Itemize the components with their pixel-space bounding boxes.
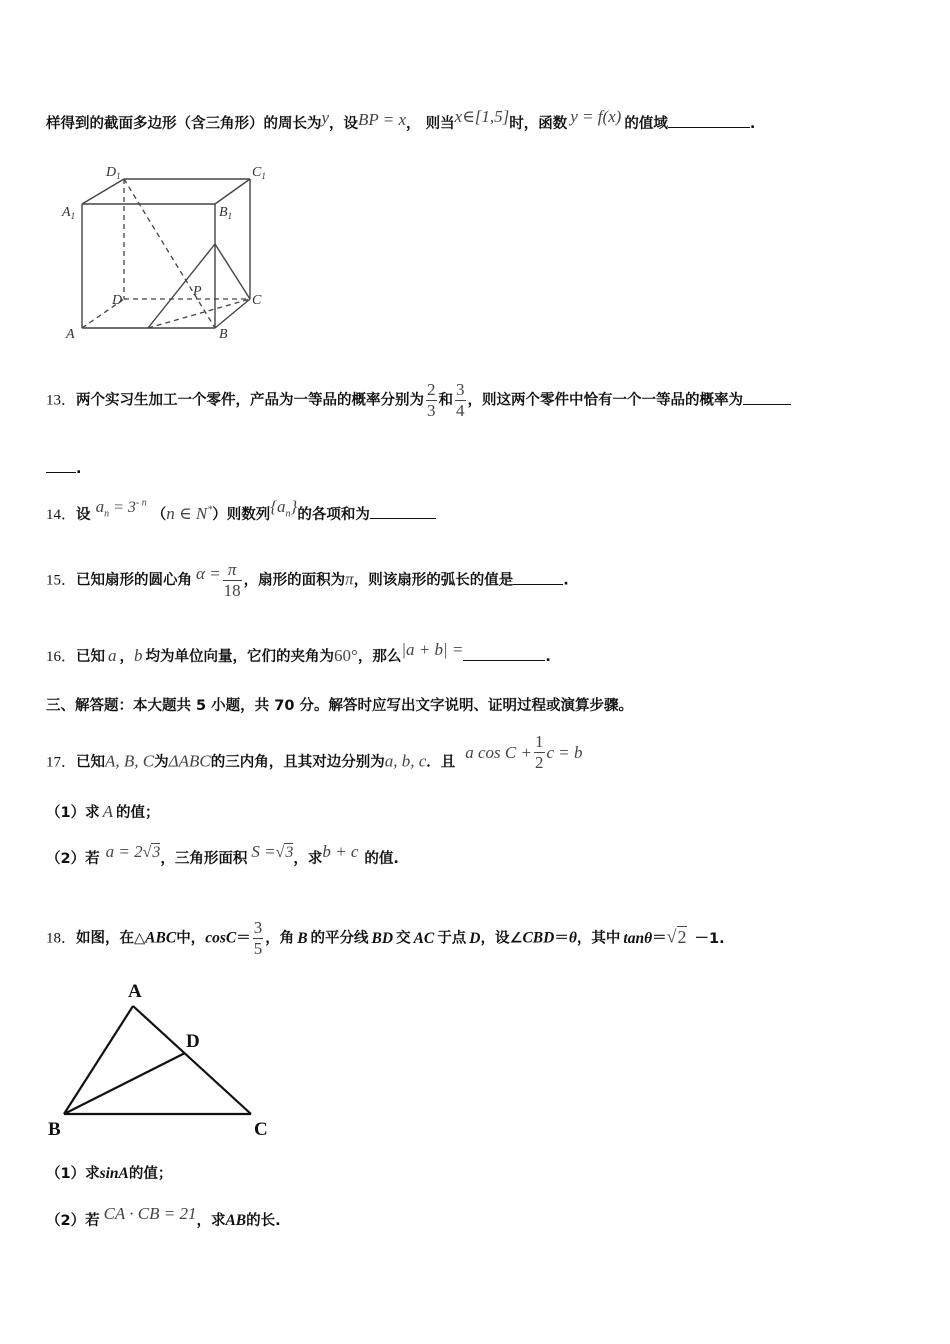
q14-paren-close: ）则数列 xyxy=(212,507,271,523)
q14-number: 14． xyxy=(46,507,77,523)
q17-p2-math-a: a = 2√3 xyxy=(105,842,161,861)
q16-text-d: ，那么 xyxy=(357,649,402,665)
q14-math-seq: $\{a_n\}$ xyxy=(270,497,298,520)
math-y: y xyxy=(321,108,330,127)
edge-b1-c1 xyxy=(215,179,250,204)
q14-blank xyxy=(370,504,436,519)
section-top-c xyxy=(215,244,250,299)
q17-p1-math: A xyxy=(102,802,113,821)
q18-cbd: CBD xyxy=(522,929,555,947)
q18-d: D xyxy=(469,929,481,947)
q13-blank-1 xyxy=(743,390,791,405)
q18-text-b: 中， xyxy=(176,930,206,947)
q18-text-c: ，角 xyxy=(265,930,295,947)
q18-b: B xyxy=(297,929,308,947)
q13-text-end: . xyxy=(76,461,82,477)
q18-eq3: ＝ xyxy=(652,930,667,947)
q18-fraction: $\frac{3}{5}$ xyxy=(253,918,263,958)
q14-text-b: 的各项和为 xyxy=(297,507,370,523)
q13-text-b: 和 xyxy=(438,392,454,409)
q17-math-eq-a: a cos C + xyxy=(465,742,532,762)
section-p-c xyxy=(148,299,250,328)
q18-abc: ABC xyxy=(145,929,177,947)
q15-text-b: ，扇形的面积为 xyxy=(243,572,346,589)
q14-math-an: $a_n = 3^{- n}$ xyxy=(95,497,147,520)
q18-text-e: 交 xyxy=(396,930,411,947)
q15-blank xyxy=(513,570,563,585)
triangle-figure xyxy=(44,975,284,1145)
q15-text-a: 已知扇形的圆心角 xyxy=(76,572,193,589)
q17-part-1 xyxy=(46,801,159,822)
q13-fraction-2: $\frac{3}{4}$ xyxy=(456,380,465,420)
q17-p2-math-s: S =√3 xyxy=(251,842,294,861)
question-13 xyxy=(46,380,791,421)
label-d1: $D_1$ xyxy=(106,165,121,181)
q15-math-pi: π xyxy=(345,569,354,589)
q17-text-a: 已知 xyxy=(76,754,106,771)
q18-sqrt: √2 xyxy=(666,926,687,947)
label-c1: $C_1$ xyxy=(252,165,266,181)
question-17 xyxy=(46,732,583,783)
question-13-cont xyxy=(46,458,82,477)
q18-ac: AC xyxy=(413,929,435,947)
q18-p1-text: 的值； xyxy=(128,1166,173,1182)
section-3-heading xyxy=(46,694,633,715)
edge-b-c xyxy=(215,299,250,328)
question-16 xyxy=(46,640,551,666)
section-3-text: 三、解答题：本大题共 5 小题，共 70 分。解答时应写出文字说明、证明过程或演算步骤。 xyxy=(46,698,633,714)
q18-text-g: ，设∠ xyxy=(480,930,523,947)
q16-math-b: b xyxy=(134,646,143,665)
q16-text-b: ， xyxy=(119,649,135,665)
top-text-e: 的值域 xyxy=(624,116,668,132)
q18-p1-bi: sinA xyxy=(99,1165,129,1182)
section-p-top xyxy=(148,244,215,328)
math-func: y = f(x) xyxy=(570,107,622,126)
edge-a1-d1 xyxy=(82,179,124,204)
math-range: x∈[1,5] xyxy=(454,107,510,126)
diag-d1-b xyxy=(124,179,215,328)
q18-text-h: ，其中 xyxy=(576,930,621,947)
label-a1: $A_1$ xyxy=(62,205,76,221)
q13-text-c: ，则这两个零件中恰有一个一等品的概率为 xyxy=(467,392,744,409)
q13-number: 13． xyxy=(46,392,77,409)
q18-part-2 xyxy=(46,1204,281,1230)
q17-fraction: $\frac{1}{2}$ xyxy=(535,732,544,772)
label-tri-b: B xyxy=(48,1119,61,1140)
q17-p1-label: （1）求 xyxy=(46,805,100,821)
q18-part-1 xyxy=(46,1162,172,1183)
q18-p2-bi: AB xyxy=(225,1212,247,1229)
q17-math-abc: A, B, C xyxy=(105,751,155,771)
q18-text-f: 于点 xyxy=(437,930,467,947)
q15-math-alpha: α = xyxy=(196,563,221,583)
q18-text-d: 的平分线 xyxy=(310,930,369,947)
q18-p2-math: CA · CB = 21 xyxy=(103,1204,197,1223)
top-text-b: ，设 xyxy=(329,116,359,132)
q18-eq: ＝ xyxy=(236,930,251,947)
q14-math-cond: n ∈ N* xyxy=(166,504,213,523)
q18-text-a: 如图，在△ xyxy=(76,930,146,947)
q15-fraction: $\frac{\pi}{18}$ xyxy=(223,560,241,600)
q17-p2-text-a: ，三角形面积 xyxy=(160,851,248,867)
q17-p2-math-bc: b + c xyxy=(322,842,359,861)
label-b1: $B_1$ xyxy=(219,205,233,221)
q18-bd: BD xyxy=(371,929,394,947)
label-tri-c: C xyxy=(254,1119,268,1140)
q17-part-2 xyxy=(46,842,399,868)
q17-math-eq-b: c = b xyxy=(546,742,583,762)
q18-theta: θ xyxy=(568,929,577,947)
top-text-d: 时，函数 xyxy=(509,116,568,132)
q17-text-b: 为 xyxy=(154,754,169,771)
q18-p2-label: （2）若 xyxy=(46,1213,100,1229)
q13-blank-2 xyxy=(46,458,76,473)
q17-number: 17． xyxy=(46,754,77,771)
q17-text-c: 的三内角，且其对边分别为 xyxy=(210,754,385,771)
answer-blank xyxy=(668,113,750,128)
question-15 xyxy=(46,560,569,601)
bisector-bd xyxy=(64,1053,185,1114)
q18-p2-text-a: ，求 xyxy=(196,1213,226,1229)
cube-figure xyxy=(56,158,281,348)
q15-text-end: . xyxy=(563,572,569,589)
q16-blank xyxy=(463,646,545,661)
q13-fraction-1: $\frac{2}{3}$ xyxy=(427,380,436,420)
math-bp: BP = x xyxy=(358,110,407,129)
q18-p2-text-b: 的长. xyxy=(246,1213,281,1229)
q17-p2-text-b: ，求 xyxy=(293,851,323,867)
q16-text-a: 已知 xyxy=(76,649,106,665)
q18-cosc: cosC xyxy=(205,929,237,947)
q17-text-d: ．且 xyxy=(426,754,456,771)
label-p: P xyxy=(193,284,202,299)
question-18 xyxy=(46,918,725,959)
top-line xyxy=(46,107,756,133)
q16-number: 16． xyxy=(46,649,77,665)
side-ac xyxy=(133,1006,251,1114)
top-text-end: . xyxy=(749,116,756,132)
q17-p1-text: 的值； xyxy=(115,805,160,821)
q13-text-a: 两个实习生加工一个零件，产品为一等品的概率分别为 xyxy=(76,392,425,409)
q14-paren-open: （ xyxy=(151,507,167,523)
label-d: D xyxy=(112,293,123,308)
label-b: B xyxy=(219,327,228,342)
q15-number: 15． xyxy=(46,572,77,589)
q17-math-tri: ΔABC xyxy=(168,751,211,771)
label-tri-a: A xyxy=(128,981,142,1002)
q16-math-abs: |a + b| = xyxy=(401,640,464,659)
q14-text-a: 设 xyxy=(76,507,91,523)
q16-math-angle: 60° xyxy=(334,646,358,665)
label-a: A xyxy=(66,327,75,342)
q18-p1-label: （1）求 xyxy=(46,1166,100,1182)
q15-text-c: ，则该扇形的弧长的值是 xyxy=(353,572,514,589)
q18-text-end: －1. xyxy=(694,930,725,947)
top-text-a: 样得到的截面多边形（含三角形）的周长为 xyxy=(46,116,322,132)
q16-text-c: 均为单位向量，它们的夹角为 xyxy=(145,649,335,665)
q16-math-a: a xyxy=(108,646,117,665)
question-14 xyxy=(46,497,436,526)
top-text-c: ， 则当 xyxy=(406,116,455,132)
q18-tan: tanθ xyxy=(623,929,653,947)
label-c: C xyxy=(252,293,262,308)
q17-math-sides: a, b, c xyxy=(384,751,427,771)
q18-number: 18． xyxy=(46,930,77,947)
q18-eq2: ＝ xyxy=(554,930,569,947)
q16-text-end: . xyxy=(545,649,551,665)
label-tri-d: D xyxy=(186,1031,200,1052)
q17-p2-text-c: 的值. xyxy=(364,851,399,867)
q17-p2-label: （2）若 xyxy=(46,851,100,867)
